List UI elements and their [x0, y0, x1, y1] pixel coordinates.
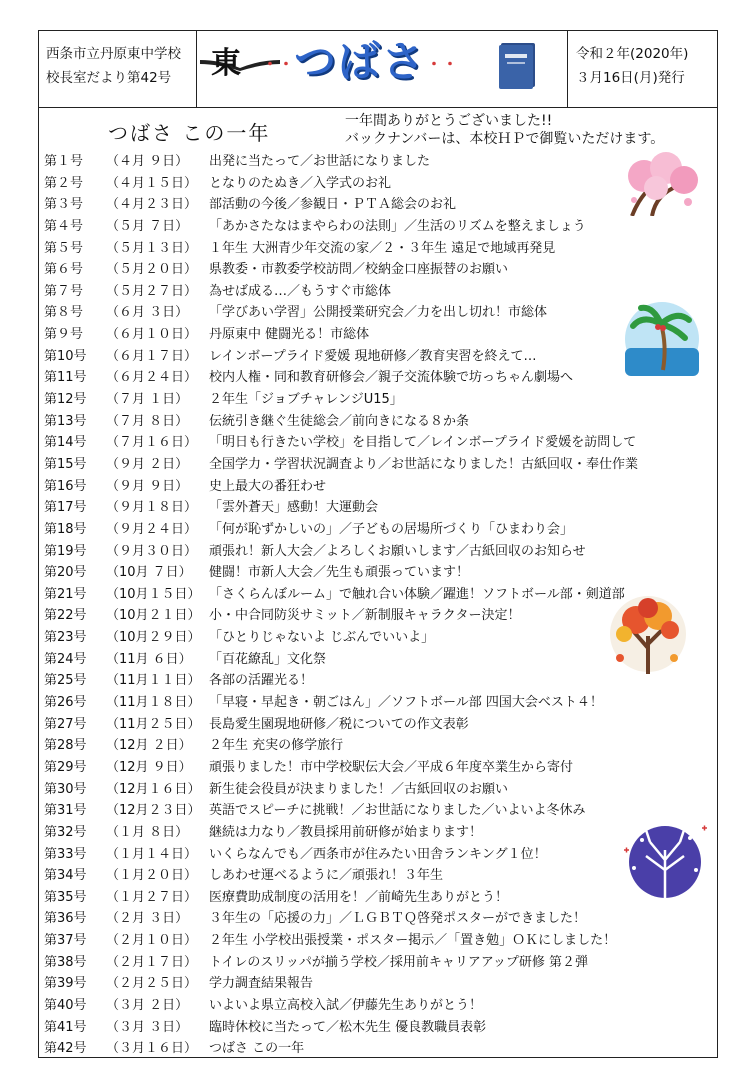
- issue-row: [44, 930, 714, 952]
- issue-number-label: 第41号: [44, 1019, 87, 1035]
- issue-title: ２年生 小学校出張授業・ポスター掲示／「置き勉」ＯＫにしました！: [209, 933, 617, 949]
- issue-number-label: 第21号: [44, 586, 87, 602]
- issue-date-label: （９月３０日）: [106, 543, 198, 559]
- issue-number-label: 第９号: [44, 327, 84, 343]
- issue-number-label: 第37号: [44, 933, 87, 949]
- issue-date-label: （１月 ８日）: [106, 824, 189, 840]
- issue-title: 全国学力・学習状況調査より／お世話になりました！古紙回収・奉仕作業: [209, 456, 639, 472]
- issue-date-label: （６月２４日）: [106, 370, 198, 386]
- header-divider: [38, 107, 718, 108]
- issue-title: いよいよ県立高校入試／伊藤先生ありがとう！: [209, 997, 483, 1013]
- section-note-line-1: 一年間ありがとうございました!!: [345, 113, 553, 129]
- issue-title: つばさ この一年: [209, 1041, 305, 1057]
- issue-row: [44, 908, 714, 930]
- issue-date-label: （６月１７日）: [106, 348, 198, 364]
- issue-number-label: 第20号: [44, 565, 87, 581]
- issue-date-label: （７月１６日）: [106, 435, 198, 451]
- issue-number-label: 第10号: [44, 348, 87, 364]
- issue-title: 部活動の今後／参観日・ＰＴＡ総会のお礼: [209, 197, 457, 213]
- issue-title: 学力調査結果報告: [209, 976, 314, 992]
- issue-number-label: 第16号: [44, 478, 87, 494]
- issue-date-label: （１月２０日）: [106, 868, 198, 884]
- issue-row: [44, 1017, 714, 1039]
- issue-number-label: 第26号: [44, 695, 87, 711]
- issue-row: [44, 692, 714, 714]
- issue-date-label: （12月 ２日）: [106, 738, 192, 754]
- issue-number-label: 第24号: [44, 651, 87, 667]
- issue-row: [44, 973, 714, 995]
- issue-row: [44, 714, 714, 736]
- issue-number-label: 第22号: [44, 608, 87, 624]
- issue-row: [44, 367, 714, 389]
- header-right: [576, 42, 688, 90]
- issue-title: ２年生「ジョブチャレンジU15」: [209, 392, 403, 408]
- issue-number-label: 第15号: [44, 456, 87, 472]
- issue-row: [44, 324, 714, 346]
- issue-number-label: 第３号: [44, 197, 84, 213]
- issue-number-label: 第31号: [44, 803, 87, 819]
- issue-title: 「雲外蒼天」感動！大運動会: [209, 500, 379, 516]
- issue-title: 「さくらんぼルーム」で触れ合い体験／躍進！ソフトボール部・剣道部: [209, 586, 625, 602]
- issue-title: 丹原東中 健闘光る！市総体: [209, 327, 370, 343]
- issue-title: 「学びあい学習」公開授業研究会／力を出し切れ！市総体: [209, 305, 548, 321]
- issue-date-label: （９月 ９日）: [106, 478, 189, 494]
- issue-number-label: 第５号: [44, 240, 84, 256]
- issue-title: ３年生の「応援の力」／ＬＧＢＴＱ啓発ポスターができました！: [209, 911, 587, 927]
- winter-tree-icon: [620, 820, 710, 900]
- masthead-title: つばさ: [294, 37, 427, 86]
- issue-number-label: 第６号: [44, 262, 84, 278]
- issue-title: 伝統引き継ぐ生徒総会／前向きになる８か条: [209, 413, 470, 429]
- issue-date-label: （10月２９日）: [106, 630, 201, 646]
- issue-date-label: （11月２５日）: [106, 716, 201, 732]
- issue-number-label: 第42号: [44, 1041, 87, 1057]
- issue-row: [44, 194, 714, 216]
- issue-row: [44, 151, 714, 173]
- issue-row: [44, 562, 714, 584]
- section-title: つばさ この一年: [108, 121, 271, 145]
- issue-row: [44, 519, 714, 541]
- issue-number-label: 第23号: [44, 630, 87, 646]
- issue-title: ２年生 充実の修学旅行: [209, 738, 344, 754]
- school-logo: 東: [211, 46, 241, 81]
- issue-row: [44, 1038, 714, 1060]
- header-divider-left: [196, 30, 197, 107]
- issue-date-label: （４月 ９日）: [106, 154, 189, 169]
- issue-row: [44, 779, 714, 801]
- issue-number-label: 第34号: [44, 868, 87, 884]
- issue-date-label: （２月１０日）: [106, 933, 198, 949]
- issue-row: [44, 735, 714, 757]
- issue-number-label: 第29号: [44, 759, 87, 775]
- issue-title: 出発に当たって／お世話になりました: [209, 154, 431, 169]
- issue-date-label: （10月 ７日）: [106, 565, 192, 581]
- issue-title: 「ひとりじゃないよ じぶんでいいよ」: [209, 630, 435, 646]
- palm-beach-icon: [623, 300, 701, 378]
- masthead-dots-right: ・・: [426, 54, 459, 74]
- cherry-blossom-icon: [622, 150, 700, 216]
- issue-title: 健闘！市新人大会／先生も頑張っています！: [209, 565, 470, 581]
- issue-title: 臨時休校に当たって／松木先生 優良教職員表彰: [209, 1019, 487, 1035]
- issue-date-label: （７月 ８日）: [106, 413, 189, 429]
- issue-date-label: （11月１１日）: [106, 673, 201, 689]
- issue-number-label: 第12号: [44, 392, 87, 408]
- issue-row: [44, 822, 714, 844]
- issue-date-label: （３月 ２日）: [106, 997, 189, 1013]
- issue-row: [44, 281, 714, 303]
- issue-number-label: 第２号: [44, 175, 84, 191]
- issue-number-label: 第13号: [44, 413, 87, 429]
- issue-date-label: （９月 ２日）: [106, 456, 189, 472]
- issue-number: 校長室だより第42号: [46, 70, 172, 86]
- issue-title: 英語でスピーチに挑戦！／お世話になりました／いよいよ冬休み: [209, 803, 586, 819]
- issue-row: [44, 887, 714, 909]
- issue-number-label: 第35号: [44, 889, 87, 905]
- issue-title: 「あかさたなはまやらわの法則」／生活のリズムを整えましょう: [209, 218, 586, 234]
- issue-title: レインボープライド愛媛 現地研修／教育実習を終えて…: [209, 348, 537, 364]
- issue-date-label: （３月 ３日）: [106, 1019, 189, 1035]
- issue-date-label: （５月 ７日）: [106, 218, 189, 234]
- issue-date-label: （４月１５日）: [106, 175, 198, 191]
- issue-date-label: （２月１７日）: [106, 954, 198, 970]
- section-note-line-2: バックナンバーは、本校ＨＰで御覧いただけます。: [345, 131, 665, 147]
- issue-row: [44, 411, 714, 433]
- issue-date-label: （７月 １日）: [106, 392, 189, 408]
- issue-title: トイレのスリッパが揃う学校／採用前キャリアアップ研修 第２弾: [209, 954, 589, 970]
- issue-title: 県教委・市教委学校訪問／校納金口座振替のお願い: [209, 262, 509, 278]
- issue-date-label: （３月１６日）: [106, 1041, 198, 1057]
- issue-number-label: 第33号: [44, 846, 87, 862]
- issue-number-label: 第19号: [44, 543, 87, 559]
- issue-title: 新生徒会役員が決まりました！／古紙回収のお願い: [209, 781, 509, 797]
- issue-number-label: 第28号: [44, 738, 87, 754]
- issue-date: ３月16日(月)発行: [576, 70, 685, 86]
- issue-number-label: 第４号: [44, 218, 84, 234]
- issue-date-label: （６月 ３日）: [106, 305, 189, 321]
- issue-row: [44, 995, 714, 1017]
- issue-row: [44, 476, 714, 498]
- issue-title: 頑張りました！市中学校駅伝大会／平成６年度卒業生から寄付: [209, 759, 574, 775]
- issue-row: [44, 216, 714, 238]
- issue-number-label: 第36号: [44, 911, 87, 927]
- issue-row: [44, 238, 714, 260]
- issue-date-label: （２月 ３日）: [106, 911, 189, 927]
- school-name: 西条市立丹原東中学校: [46, 46, 181, 62]
- issue-number-label: 第30号: [44, 781, 87, 797]
- issue-row: [44, 865, 714, 887]
- issue-date-label: （４月２３日）: [106, 197, 198, 213]
- issue-row: [44, 757, 714, 779]
- issue-date-label: （１月１４日）: [106, 846, 198, 862]
- issue-title: となりのたぬき／入学式のお礼: [209, 175, 392, 191]
- issue-row: [44, 389, 714, 411]
- issue-number-label: 第38号: [44, 954, 87, 970]
- issue-date-label: （１月２７日）: [106, 889, 198, 905]
- issue-row: [44, 454, 714, 476]
- issue-number-label: 第１号: [44, 154, 84, 169]
- issue-title: しあわせ運べるように／頑張れ！３年生: [209, 868, 444, 884]
- issue-row: [44, 952, 714, 974]
- issue-row: [44, 346, 714, 368]
- issue-date-label: （10月１５日）: [106, 586, 201, 602]
- issue-title: 為せば成る…／もうすぐ市総体: [209, 283, 392, 299]
- book-icon: [495, 40, 539, 90]
- autumn-tree-icon: [604, 596, 692, 676]
- issue-row: [44, 302, 714, 324]
- issue-number-label: 第17号: [44, 500, 87, 516]
- issue-row: [44, 497, 714, 519]
- issue-title: 校内人権・同和教育研修会／親子交流体験で坊っちゃん劇場へ: [209, 370, 574, 386]
- issue-title: いくらなんでも／西条市が住みたい田舎ランキング１位！: [209, 846, 547, 862]
- issue-number-label: 第27号: [44, 716, 87, 732]
- issue-title: 小・中合同防災サミット／新制服キャラクター決定！: [209, 608, 521, 624]
- issue-date-label: （５月２０日）: [106, 262, 198, 278]
- issue-title: 各部の活躍光る！: [209, 673, 314, 689]
- issue-date-label: （５月１３日）: [106, 240, 198, 256]
- issue-number-label: 第８号: [44, 305, 84, 321]
- issue-title: 「何が恥ずかしいの」／子どもの居場所づくり「ひまわり会」: [209, 521, 574, 537]
- header-left: [46, 42, 181, 90]
- issue-row: [44, 173, 714, 195]
- issue-date-label: （５月２７日）: [106, 283, 198, 299]
- issue-row: [44, 541, 714, 563]
- issue-date-label: （２月２５日）: [106, 976, 198, 992]
- issue-title: 「百花繚乱」文化祭: [209, 651, 327, 667]
- issue-title: １年生 大洲青少年交流の家／２・３年生 遠足で地域再発見: [209, 240, 556, 256]
- issue-title: 「明日も行きたい学校」を目指して／レインボープライド愛媛を訪問して: [209, 435, 637, 451]
- masthead: [262, 36, 458, 91]
- issue-title: 継続は力なり／教員採用前研修が始まります！: [209, 824, 483, 840]
- issue-date-label: （12月２３日）: [106, 803, 201, 819]
- issue-number-label: 第39号: [44, 976, 87, 992]
- issue-title: 医療費助成制度の活用を！／前崎先生ありがとう！: [209, 889, 509, 905]
- era-date: 令和２年(2020年): [576, 46, 689, 62]
- issue-number-label: 第18号: [44, 521, 87, 537]
- issue-number-label: 第25号: [44, 673, 87, 689]
- issue-title: 長島愛生園現地研修／税についての作文表彰: [209, 716, 469, 732]
- issue-date-label: （９月２４日）: [106, 521, 198, 537]
- issue-row: [44, 844, 714, 866]
- issue-row: [44, 800, 714, 822]
- issue-date-label: （12月１６日）: [106, 781, 201, 797]
- issue-title: 「早寝・早起き・朝ごはん」／ソフトボール部 四国大会ベスト４！: [209, 695, 603, 711]
- issue-date-label: （11月 ６日）: [106, 651, 192, 667]
- issue-title: 頑張れ！新人大会／よろしくお願いします／古紙回収のお知らせ: [209, 543, 586, 559]
- issue-number-label: 第７号: [44, 283, 84, 299]
- issue-number-label: 第14号: [44, 435, 87, 451]
- issue-title: 史上最大の番狂わせ: [209, 478, 327, 494]
- masthead-dots-left: ・・: [262, 54, 295, 74]
- issue-number-label: 第40号: [44, 997, 87, 1013]
- section-note: [345, 112, 664, 148]
- header-divider-right: [567, 30, 568, 107]
- issue-row: [44, 259, 714, 281]
- issue-number-label: 第32号: [44, 824, 87, 840]
- issue-date-label: （９月１８日）: [106, 500, 198, 516]
- issue-date-label: （10月２１日）: [106, 608, 201, 624]
- issue-date-label: （11月１８日）: [106, 695, 201, 711]
- issue-date-label: （12月 ９日）: [106, 759, 192, 775]
- issue-row: [44, 432, 714, 454]
- issue-number-label: 第11号: [44, 370, 87, 386]
- issue-date-label: （６月１０日）: [106, 327, 198, 343]
